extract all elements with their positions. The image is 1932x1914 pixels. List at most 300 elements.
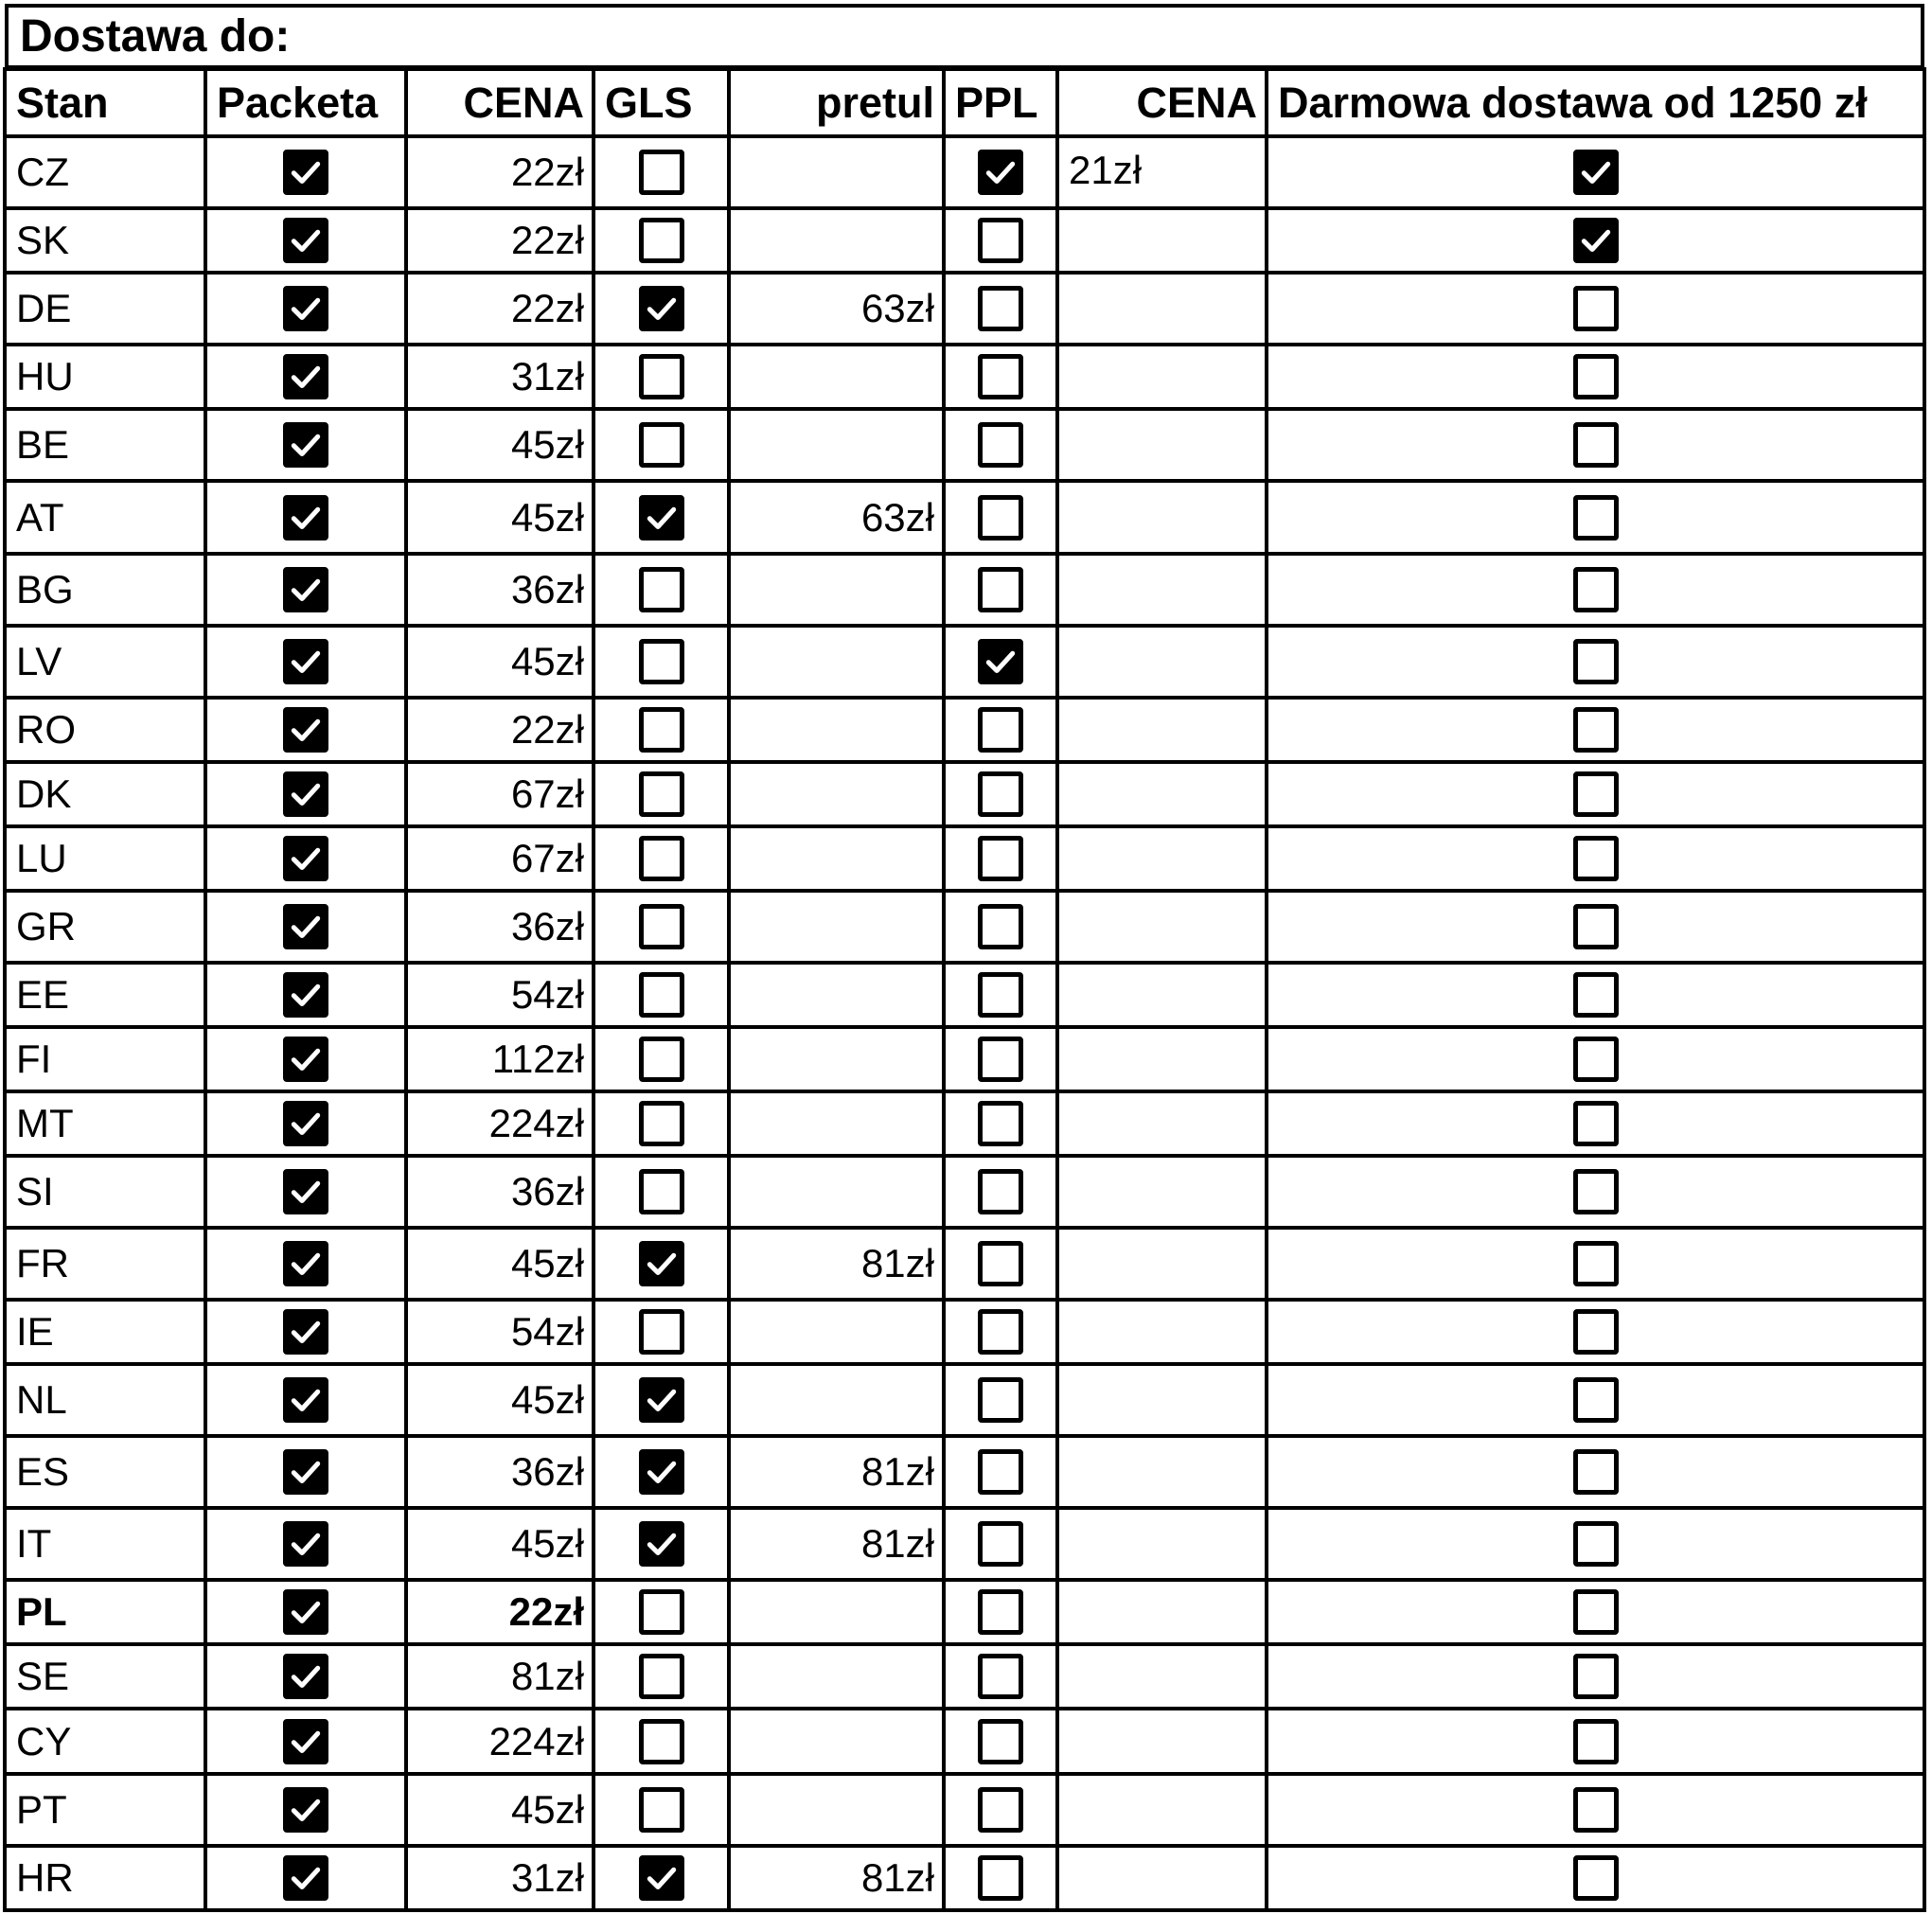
state-cell: GR xyxy=(16,904,76,948)
ppl-price-cell xyxy=(1057,1228,1267,1300)
free-checkbox[interactable] xyxy=(1573,639,1619,684)
ppl-checkbox-cell xyxy=(944,1508,1057,1580)
packeta-checkbox-cell xyxy=(205,1300,406,1364)
free-checkbox[interactable] xyxy=(1573,1589,1619,1635)
grid-line xyxy=(3,824,1926,828)
free-checkbox-cell xyxy=(1267,345,1924,409)
header-packeta-cena: CENA xyxy=(463,78,584,127)
ppl-checkbox-cell xyxy=(944,208,1057,273)
ppl-checkbox-cell xyxy=(944,481,1057,554)
ppl-checkbox-cell xyxy=(944,1156,1057,1228)
gls-checkbox-cell xyxy=(594,762,729,826)
state-cell: ES xyxy=(16,1449,70,1494)
ppl-checkbox[interactable] xyxy=(978,1037,1023,1082)
checkmark-icon xyxy=(288,1454,324,1490)
gls-checkbox[interactable] xyxy=(639,836,684,881)
ppl-checkbox[interactable] xyxy=(978,639,1023,684)
gls-checkbox[interactable] xyxy=(639,904,684,949)
free-checkbox[interactable] xyxy=(1573,1169,1619,1214)
packeta-checkbox-cell xyxy=(205,1644,406,1709)
gls-checkbox[interactable] xyxy=(639,771,684,817)
packeta-price-cell: 81zł xyxy=(510,1654,584,1698)
ppl-checkbox-cell xyxy=(944,826,1057,891)
ppl-checkbox[interactable] xyxy=(978,1101,1023,1146)
ppl-checkbox[interactable] xyxy=(978,707,1023,753)
packeta-checkbox[interactable] xyxy=(283,567,328,612)
free-checkbox[interactable] xyxy=(1573,1241,1619,1286)
packeta-price-cell: 45zł xyxy=(510,1787,584,1832)
gls-checkbox-cell xyxy=(594,1846,729,1910)
packeta-checkbox[interactable] xyxy=(283,150,328,195)
header-gls-pretul: pretul xyxy=(815,78,934,127)
gls-checkbox-cell xyxy=(594,626,729,698)
gls-checkbox[interactable] xyxy=(639,286,684,331)
ppl-checkbox[interactable] xyxy=(978,1855,1023,1901)
gls-price-cell xyxy=(729,554,944,626)
gls-price-cell xyxy=(729,762,944,826)
grid-line xyxy=(3,1844,1926,1848)
ppl-checkbox[interactable] xyxy=(978,1309,1023,1355)
gls-checkbox[interactable] xyxy=(639,422,684,468)
free-checkbox[interactable] xyxy=(1573,218,1619,263)
free-checkbox[interactable] xyxy=(1573,1855,1619,1901)
gls-checkbox-cell xyxy=(594,1580,729,1644)
free-checkbox[interactable] xyxy=(1573,972,1619,1018)
ppl-price-cell xyxy=(1057,409,1267,481)
packeta-price-cell: 45zł xyxy=(510,639,584,683)
ppl-price-cell xyxy=(1057,1644,1267,1709)
gls-price-cell xyxy=(729,136,944,208)
grid-line xyxy=(3,1298,1926,1302)
ppl-checkbox[interactable] xyxy=(978,218,1023,263)
ppl-price-cell xyxy=(1057,1580,1267,1644)
packeta-checkbox-cell xyxy=(205,1580,406,1644)
grid-line xyxy=(3,1642,1926,1646)
gls-checkbox[interactable] xyxy=(639,1037,684,1082)
gls-checkbox-cell xyxy=(594,826,729,891)
free-checkbox-cell xyxy=(1267,826,1924,891)
ppl-checkbox-cell xyxy=(944,1300,1057,1364)
gls-price-cell xyxy=(729,1156,944,1228)
free-checkbox[interactable] xyxy=(1573,422,1619,468)
ppl-checkbox-cell xyxy=(944,1364,1057,1436)
gls-checkbox[interactable] xyxy=(639,1719,684,1764)
free-checkbox[interactable] xyxy=(1573,1449,1619,1495)
gls-checkbox-cell xyxy=(594,1774,729,1846)
gls-checkbox[interactable] xyxy=(639,1449,684,1495)
gls-checkbox[interactable] xyxy=(639,1855,684,1901)
gls-checkbox[interactable] xyxy=(639,707,684,753)
gls-checkbox[interactable] xyxy=(639,1169,684,1214)
gls-checkbox[interactable] xyxy=(639,1241,684,1286)
free-checkbox[interactable] xyxy=(1573,354,1619,399)
ppl-checkbox-cell xyxy=(944,1580,1057,1644)
gls-checkbox[interactable] xyxy=(639,1521,684,1567)
packeta-checkbox-cell xyxy=(205,273,406,345)
gls-checkbox[interactable] xyxy=(639,354,684,399)
grid-line xyxy=(3,1434,1926,1438)
gls-price-cell: 81zł xyxy=(860,1855,934,1900)
packeta-price-cell: 112zł xyxy=(491,1037,584,1081)
ppl-price-cell: 21zł xyxy=(1069,148,1143,192)
packeta-price-cell: 67zł xyxy=(510,836,584,880)
ppl-checkbox[interactable] xyxy=(978,495,1023,541)
state-cell: DE xyxy=(16,286,72,330)
gls-price-cell: 63zł xyxy=(860,286,934,330)
ppl-checkbox-cell xyxy=(944,136,1057,208)
ppl-checkbox-cell xyxy=(944,1091,1057,1156)
ppl-checkbox-cell xyxy=(944,963,1057,1027)
gls-checkbox[interactable] xyxy=(639,1309,684,1355)
packeta-checkbox-cell xyxy=(205,1508,406,1580)
free-checkbox[interactable] xyxy=(1573,567,1619,612)
gls-checkbox-cell xyxy=(594,1156,729,1228)
packeta-checkbox-cell xyxy=(205,208,406,273)
packeta-price-cell: 45zł xyxy=(510,422,584,467)
free-checkbox-cell xyxy=(1267,1508,1924,1580)
grid-line xyxy=(3,1908,1926,1912)
grid-line xyxy=(3,1154,1926,1158)
free-checkbox[interactable] xyxy=(1573,1654,1619,1699)
ppl-price-cell xyxy=(1057,1091,1267,1156)
packeta-checkbox-cell xyxy=(205,1709,406,1774)
state-cell: AT xyxy=(16,494,64,540)
grid-line xyxy=(3,271,1926,275)
checkmark-icon xyxy=(288,1860,324,1896)
ppl-checkbox-cell xyxy=(944,1846,1057,1910)
gls-price-cell xyxy=(729,1709,944,1774)
gls-checkbox[interactable] xyxy=(639,495,684,541)
gls-price-cell xyxy=(729,963,944,1027)
table-title: Dostawa do: xyxy=(5,4,1924,69)
gls-price-cell xyxy=(729,1300,944,1364)
grid-line xyxy=(3,760,1926,764)
ppl-checkbox-cell xyxy=(944,554,1057,626)
free-checkbox-cell xyxy=(1267,409,1924,481)
gls-checkbox-cell xyxy=(594,1300,729,1364)
ppl-checkbox[interactable] xyxy=(978,1521,1023,1567)
packeta-price-cell: 54zł xyxy=(510,972,584,1017)
packeta-checkbox[interactable] xyxy=(283,1241,328,1286)
checkmark-icon xyxy=(288,1246,324,1282)
checkmark-icon xyxy=(288,1041,324,1077)
free-checkbox[interactable] xyxy=(1573,771,1619,817)
checkmark-icon xyxy=(288,500,324,536)
ppl-price-cell xyxy=(1057,208,1267,273)
grid-line xyxy=(3,343,1926,346)
free-checkbox-cell xyxy=(1267,1580,1924,1644)
packeta-price-cell: 54zł xyxy=(510,1309,584,1354)
ppl-price-cell xyxy=(1057,1508,1267,1580)
packeta-checkbox[interactable] xyxy=(283,286,328,331)
state-cell: MT xyxy=(16,1101,74,1145)
ppl-checkbox[interactable] xyxy=(978,1589,1023,1635)
packeta-checkbox-cell xyxy=(205,1228,406,1300)
gls-checkbox[interactable] xyxy=(639,1101,684,1146)
free-checkbox-cell xyxy=(1267,1846,1924,1910)
packeta-price-cell: 67zł xyxy=(510,771,584,816)
grid-line xyxy=(3,479,1926,483)
free-checkbox[interactable] xyxy=(1573,904,1619,949)
packeta-checkbox[interactable] xyxy=(283,1855,328,1901)
packeta-checkbox[interactable] xyxy=(283,1169,328,1214)
free-checkbox[interactable] xyxy=(1573,1377,1619,1423)
header-packeta: Packeta xyxy=(217,78,379,127)
checkmark-icon xyxy=(1578,222,1614,258)
packeta-price-cell: 22zł xyxy=(510,707,584,752)
free-checkbox-cell xyxy=(1267,1709,1924,1774)
packeta-checkbox[interactable] xyxy=(283,836,328,881)
ppl-checkbox[interactable] xyxy=(978,354,1023,399)
packeta-checkbox[interactable] xyxy=(283,1309,328,1355)
packeta-price-cell: 36zł xyxy=(510,567,584,611)
ppl-checkbox[interactable] xyxy=(978,1654,1023,1699)
free-checkbox[interactable] xyxy=(1573,1101,1619,1146)
gls-checkbox-cell xyxy=(594,1228,729,1300)
packeta-checkbox-cell xyxy=(205,891,406,963)
state-cell: RO xyxy=(16,707,76,752)
packeta-checkbox[interactable] xyxy=(283,904,328,949)
free-checkbox-cell xyxy=(1267,1156,1924,1228)
ppl-checkbox[interactable] xyxy=(978,836,1023,881)
header-gls: GLS xyxy=(605,78,693,127)
gls-price-cell xyxy=(729,1364,944,1436)
gls-checkbox-cell xyxy=(594,1436,729,1508)
gls-price-cell: 81zł xyxy=(860,1241,934,1285)
gls-checkbox-cell xyxy=(594,409,729,481)
grid-line xyxy=(3,134,1926,138)
grid-line xyxy=(3,1090,1926,1093)
ppl-price-cell xyxy=(1057,891,1267,963)
gls-price-cell xyxy=(729,626,944,698)
ppl-checkbox[interactable] xyxy=(978,150,1023,195)
packeta-checkbox[interactable] xyxy=(283,1719,328,1764)
packeta-checkbox-cell xyxy=(205,1156,406,1228)
ppl-price-cell xyxy=(1057,1709,1267,1774)
state-cell: HU xyxy=(16,354,74,399)
packeta-checkbox-cell xyxy=(205,626,406,698)
ppl-price-cell xyxy=(1057,826,1267,891)
free-checkbox[interactable] xyxy=(1573,150,1619,195)
packeta-price-cell: 31zł xyxy=(510,354,584,399)
grid-line xyxy=(3,67,1926,71)
state-cell: BG xyxy=(16,567,74,611)
grid-line xyxy=(3,1707,1926,1710)
ppl-checkbox-cell xyxy=(944,345,1057,409)
state-cell: CZ xyxy=(16,150,69,194)
free-checkbox[interactable] xyxy=(1573,495,1619,541)
ppl-checkbox-cell xyxy=(944,626,1057,698)
grid-line xyxy=(3,696,1926,700)
gls-price-cell xyxy=(729,826,944,891)
free-checkbox[interactable] xyxy=(1573,707,1619,753)
free-checkbox[interactable] xyxy=(1573,286,1619,331)
packeta-checkbox-cell xyxy=(205,1364,406,1436)
free-checkbox[interactable] xyxy=(1573,1037,1619,1082)
gls-checkbox[interactable] xyxy=(639,567,684,612)
ppl-checkbox[interactable] xyxy=(978,771,1023,817)
packeta-price-cell: 36zł xyxy=(510,1449,584,1494)
state-cell: SI xyxy=(16,1169,54,1214)
state-cell: SK xyxy=(16,218,70,262)
free-checkbox[interactable] xyxy=(1573,1719,1619,1764)
checkmark-icon xyxy=(983,644,1019,680)
gls-checkbox[interactable] xyxy=(639,218,684,263)
state-cell: DK xyxy=(16,771,72,816)
packeta-checkbox[interactable] xyxy=(283,218,328,263)
packeta-checkbox[interactable] xyxy=(283,1521,328,1567)
packeta-checkbox[interactable] xyxy=(283,639,328,684)
ppl-checkbox-cell xyxy=(944,1644,1057,1709)
state-cell: PT xyxy=(16,1787,67,1832)
gls-checkbox-cell xyxy=(594,1091,729,1156)
grid-line xyxy=(3,1226,1926,1230)
checkmark-icon xyxy=(288,1594,324,1630)
packeta-checkbox[interactable] xyxy=(283,1589,328,1635)
ppl-checkbox-cell xyxy=(944,1774,1057,1846)
checkmark-icon xyxy=(288,154,324,190)
state-cell: FR xyxy=(16,1241,69,1285)
free-checkbox-cell xyxy=(1267,891,1924,963)
gls-checkbox[interactable] xyxy=(639,1787,684,1833)
grid-line xyxy=(3,961,1926,965)
free-checkbox-cell xyxy=(1267,1436,1924,1508)
free-checkbox-cell xyxy=(1267,1027,1924,1091)
ppl-checkbox[interactable] xyxy=(978,1377,1023,1423)
gls-checkbox-cell xyxy=(594,1644,729,1709)
packeta-checkbox-cell xyxy=(205,698,406,762)
free-checkbox[interactable] xyxy=(1573,1521,1619,1567)
free-checkbox-cell xyxy=(1267,273,1924,345)
ppl-checkbox[interactable] xyxy=(978,904,1023,949)
ppl-checkbox[interactable] xyxy=(978,1241,1023,1286)
ppl-checkbox-cell xyxy=(944,273,1057,345)
packeta-price-cell: 22zł xyxy=(510,150,584,194)
checkmark-icon xyxy=(288,222,324,258)
ppl-price-cell xyxy=(1057,1364,1267,1436)
checkmark-icon xyxy=(288,841,324,877)
ppl-checkbox[interactable] xyxy=(978,1169,1023,1214)
checkmark-icon xyxy=(288,776,324,812)
packeta-checkbox[interactable] xyxy=(283,1449,328,1495)
packeta-checkbox[interactable] xyxy=(283,1377,328,1423)
state-cell: BE xyxy=(16,422,70,467)
ppl-price-cell xyxy=(1057,698,1267,762)
ppl-checkbox[interactable] xyxy=(978,1449,1023,1495)
gls-price-cell xyxy=(729,891,944,963)
packeta-checkbox[interactable] xyxy=(283,707,328,753)
packeta-price-cell: 22zł xyxy=(510,286,584,330)
free-checkbox-cell xyxy=(1267,1228,1924,1300)
packeta-checkbox-cell xyxy=(205,1091,406,1156)
free-checkbox-cell xyxy=(1267,554,1924,626)
header-ppl: PPL xyxy=(955,78,1038,127)
header-free-shipping: Darmowa dostawa od 1250 zł xyxy=(1278,78,1868,127)
free-checkbox[interactable] xyxy=(1573,1787,1619,1833)
gls-price-cell xyxy=(729,1774,944,1846)
checkmark-icon xyxy=(288,1792,324,1828)
checkmark-icon xyxy=(288,1314,324,1350)
ppl-price-cell xyxy=(1057,1300,1267,1364)
grid-line xyxy=(3,889,1926,893)
ppl-price-cell xyxy=(1057,762,1267,826)
packeta-checkbox[interactable] xyxy=(283,354,328,399)
packeta-checkbox[interactable] xyxy=(283,495,328,541)
ppl-checkbox[interactable] xyxy=(978,567,1023,612)
packeta-checkbox[interactable] xyxy=(283,972,328,1018)
packeta-checkbox-cell xyxy=(205,345,406,409)
packeta-checkbox[interactable] xyxy=(283,1654,328,1699)
gls-price-cell xyxy=(729,1644,944,1709)
state-cell: CY xyxy=(16,1718,72,1763)
packeta-price-cell: 224zł xyxy=(488,1101,584,1145)
gls-checkbox[interactable] xyxy=(639,1654,684,1699)
packeta-checkbox-cell xyxy=(205,554,406,626)
header-stan: Stan xyxy=(16,78,109,127)
checkmark-icon xyxy=(644,1860,680,1896)
gls-checkbox-cell xyxy=(594,273,729,345)
checkmark-icon xyxy=(288,1106,324,1142)
gls-checkbox[interactable] xyxy=(639,1377,684,1423)
free-checkbox-cell xyxy=(1267,481,1924,554)
ppl-price-cell xyxy=(1057,963,1267,1027)
checkmark-icon xyxy=(644,1526,680,1562)
checkmark-icon xyxy=(644,500,680,536)
packeta-checkbox[interactable] xyxy=(283,1787,328,1833)
header-ppl-cena: CENA xyxy=(1136,78,1257,127)
gls-price-cell: 63zł xyxy=(860,494,934,540)
packeta-price-cell: 45zł xyxy=(510,1521,584,1566)
packeta-checkbox[interactable] xyxy=(283,422,328,468)
packeta-checkbox[interactable] xyxy=(283,1037,328,1082)
gls-checkbox[interactable] xyxy=(639,639,684,684)
free-checkbox[interactable] xyxy=(1573,1309,1619,1355)
grid-line xyxy=(3,1506,1926,1510)
ppl-price-cell xyxy=(1057,345,1267,409)
gls-checkbox[interactable] xyxy=(639,150,684,195)
checkmark-icon xyxy=(288,977,324,1013)
checkmark-icon xyxy=(288,909,324,945)
ppl-checkbox[interactable] xyxy=(978,422,1023,468)
ppl-checkbox[interactable] xyxy=(978,1787,1023,1833)
packeta-checkbox-cell xyxy=(205,762,406,826)
gls-checkbox-cell xyxy=(594,1027,729,1091)
ppl-checkbox[interactable] xyxy=(978,972,1023,1018)
grid-line xyxy=(3,1025,1926,1029)
checkmark-icon xyxy=(288,1658,324,1694)
ppl-checkbox[interactable] xyxy=(978,1719,1023,1764)
gls-checkbox[interactable] xyxy=(639,972,684,1018)
free-checkbox[interactable] xyxy=(1573,836,1619,881)
grid-line xyxy=(3,1578,1926,1582)
gls-checkbox-cell xyxy=(594,891,729,963)
packeta-checkbox-cell xyxy=(205,1027,406,1091)
ppl-checkbox-cell xyxy=(944,1027,1057,1091)
gls-price-cell: 81zł xyxy=(860,1521,934,1566)
checkmark-icon xyxy=(288,1174,324,1210)
packeta-checkbox-cell xyxy=(205,1846,406,1910)
free-checkbox-cell xyxy=(1267,1644,1924,1709)
checkmark-icon xyxy=(1578,154,1614,190)
free-checkbox-cell xyxy=(1267,1364,1924,1436)
ppl-checkbox[interactable] xyxy=(978,286,1023,331)
gls-checkbox-cell xyxy=(594,963,729,1027)
ppl-checkbox-cell xyxy=(944,698,1057,762)
packeta-checkbox[interactable] xyxy=(283,771,328,817)
gls-checkbox[interactable] xyxy=(639,1589,684,1635)
packeta-checkbox[interactable] xyxy=(283,1101,328,1146)
checkmark-icon xyxy=(288,644,324,680)
